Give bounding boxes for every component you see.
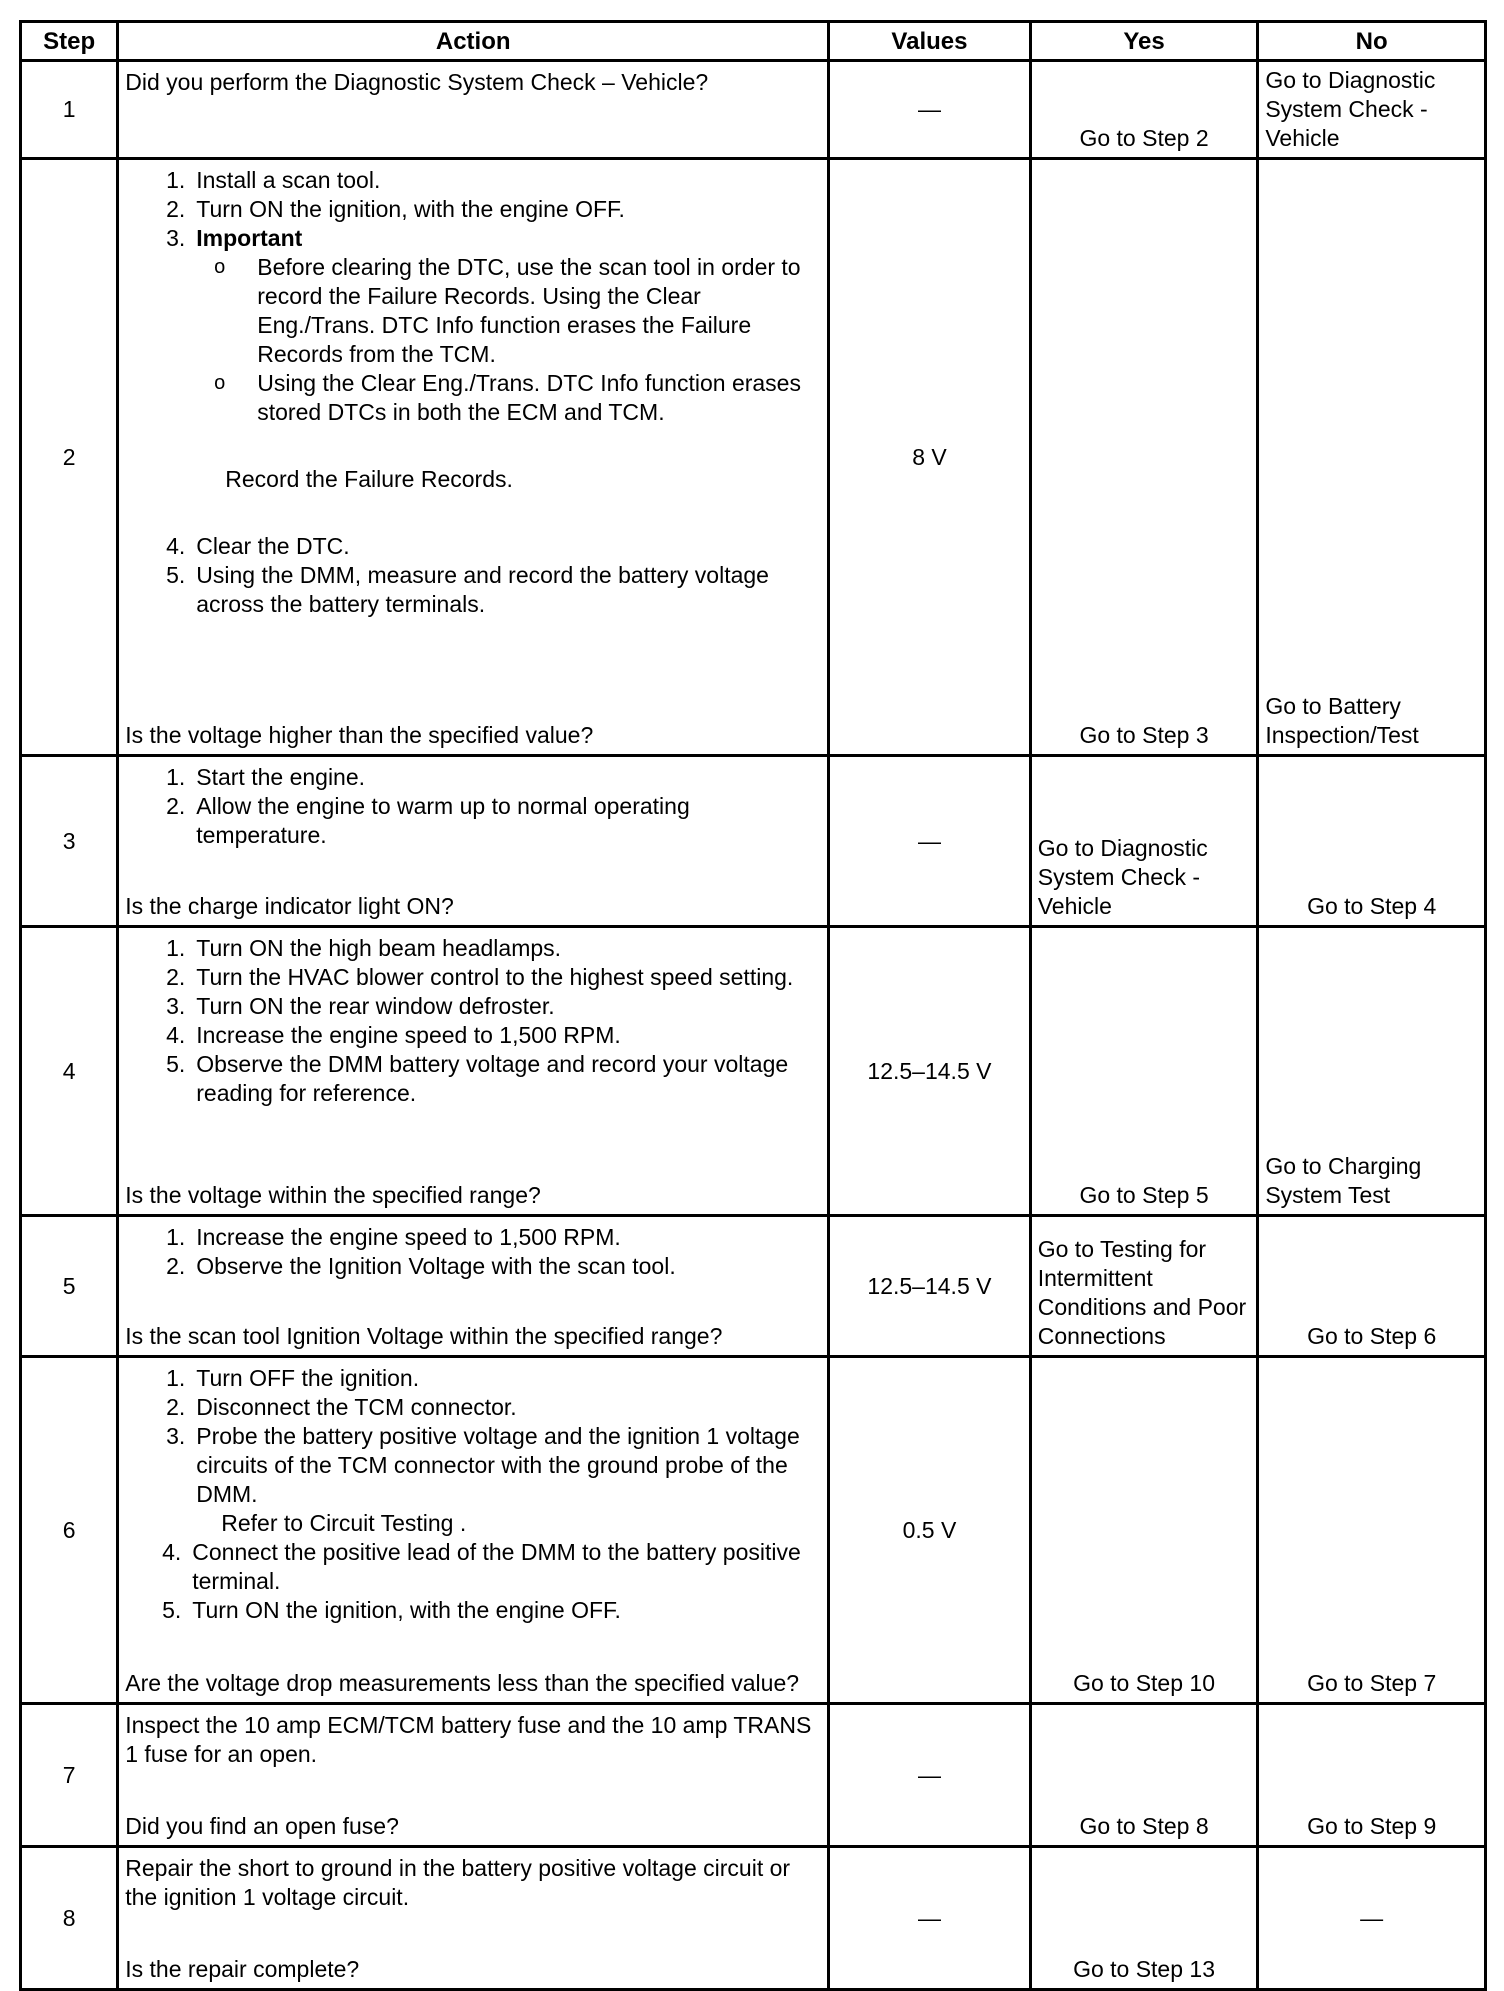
step-index: 4. (162, 1539, 182, 1565)
step-number: 6 (21, 1357, 118, 1704)
value-cell: — (829, 1704, 1031, 1847)
yes-cell: Go to Testing for Intermittent Conditions and Poor Connections (1030, 1216, 1258, 1357)
action-cell (118, 756, 829, 927)
step-index: 1. (166, 764, 186, 790)
step-index: 1. (166, 167, 186, 193)
action-text: Did you perform the Diagnostic System Check – Vehicle? (125, 69, 709, 95)
question-text: Are the voltage drop measurements less than the specified value? (125, 1670, 800, 1696)
table-row (21, 927, 1486, 1216)
question-text: Is the voltage higher than the specified value? (125, 722, 594, 748)
value-cell: 0.5 V (829, 1357, 1031, 1704)
action-cell (118, 61, 829, 159)
header-no: No (1258, 22, 1486, 61)
table-row (21, 61, 1486, 159)
step-index: 5. (162, 1597, 182, 1623)
step-index: 2. (166, 964, 186, 990)
yes-cell: Go to Step 3 (1030, 159, 1258, 756)
yes-cell: Go to Step 2 (1030, 61, 1258, 159)
step-number: 8 (21, 1847, 118, 1990)
step-text: Observe the DMM battery voltage and record your voltage reading for reference. (196, 1051, 789, 1106)
header-step: Step (21, 22, 118, 61)
value-cell: 12.5–14.5 V (829, 927, 1031, 1216)
step-index: 1. (166, 1224, 186, 1250)
step-index: 5. (166, 562, 186, 588)
no-cell: Go to Step 4 (1258, 756, 1486, 927)
reference-link[interactable]: Refer to Circuit Testing . (221, 1510, 467, 1536)
no-cell: Go to Step 9 (1258, 1704, 1486, 1847)
step-text: Using the DMM, measure and record the battery voltage across the battery terminals. (196, 562, 769, 617)
step-text: Increase the engine speed to 1,500 RPM. (196, 1022, 621, 1048)
action-cell (118, 1357, 829, 1704)
bullet-text: Using the Clear Eng./Trans. DTC Info function erases stored DTCs in both the ECM and TCM. (257, 370, 801, 425)
question-text: Is the charge indicator light ON? (125, 893, 454, 919)
bullet-text: Before clearing the DTC, use the scan tool in order to record the Failure Records. Using the Clear Eng./Trans. DTC Info function erases the Failure Records from the TCM. (257, 254, 801, 367)
table-row (21, 1847, 1486, 1990)
important-label: Important (196, 225, 303, 251)
step-text: Start the engine. (196, 764, 366, 790)
step-index: 4. (166, 533, 186, 559)
no-cell: Go to Diagnostic System Check - Vehicle (1258, 61, 1486, 159)
step-index: 2. (166, 793, 186, 819)
step-index: 3. (166, 993, 186, 1019)
step-text: Turn ON the high beam headlamps. (196, 935, 562, 961)
no-cell: Go to Step 6 (1258, 1216, 1486, 1357)
no-cell: — (1258, 1847, 1486, 1990)
header-values: Values (829, 22, 1031, 61)
yes-cell: Go to Step 10 (1030, 1357, 1258, 1704)
table-row (21, 756, 1486, 927)
step-number: 7 (21, 1704, 118, 1847)
step-text: Allow the engine to warm up to normal operating temperature. (196, 793, 690, 848)
step-text: Turn ON the ignition, with the engine OFF. (196, 196, 625, 222)
step-index: 2. (166, 1394, 186, 1420)
yes-cell: Go to Diagnostic System Check - Vehicle (1030, 756, 1258, 927)
step-index: 3. (166, 225, 186, 251)
step-number: 3 (21, 756, 118, 927)
table-row (21, 1216, 1486, 1357)
no-cell: Go to Step 7 (1258, 1357, 1486, 1704)
step-index: 2. (166, 1253, 186, 1279)
action-cell (118, 1847, 829, 1990)
step-number: 4 (21, 927, 118, 1216)
bullet-icon: o (214, 256, 226, 278)
step-text: Turn OFF the ignition. (196, 1365, 420, 1391)
question-text: Is the repair complete? (125, 1956, 360, 1982)
action-cell (118, 159, 829, 756)
step-text: Probe the battery positive voltage and the ignition 1 voltage circuits of the TCM connector with the ground probe of the DMM. (196, 1423, 800, 1507)
yes-cell: Go to Step 13 (1030, 1847, 1258, 1990)
step-text: Turn the HVAC blower control to the highest speed setting. (196, 964, 794, 990)
question-text: Did you find an open fuse? (125, 1813, 399, 1839)
step-text: Connect the positive lead of the DMM to the battery positive terminal. (192, 1539, 801, 1594)
header-row (21, 22, 1486, 61)
question-text: Is the voltage within the specified range? (125, 1182, 541, 1208)
step-index: 5. (166, 1051, 186, 1077)
header-action: Action (118, 22, 829, 61)
table-row (21, 159, 1486, 756)
no-cell: Go to Battery Inspection/Test (1258, 159, 1486, 756)
value-cell: 12.5–14.5 V (829, 1216, 1031, 1357)
step-index: 1. (166, 935, 186, 961)
step-index: 1. (166, 1365, 186, 1391)
step-text: Observe the Ignition Voltage with the scan tool. (196, 1253, 676, 1279)
diagnostic-table (19, 20, 1487, 1991)
step-text: Turn ON the ignition, with the engine OFF. (192, 1597, 621, 1623)
value-cell: — (829, 61, 1031, 159)
table-row (21, 1704, 1486, 1847)
value-cell: — (829, 756, 1031, 927)
yes-cell: Go to Step 8 (1030, 1704, 1258, 1847)
step-index: 2. (166, 196, 186, 222)
step-index: 4. (166, 1022, 186, 1048)
step-number: 1 (21, 61, 118, 159)
yes-cell: Go to Step 5 (1030, 927, 1258, 1216)
value-cell: — (829, 1847, 1031, 1990)
action-text: Inspect the 10 amp ECM/TCM battery fuse and the 10 amp TRANS 1 fuse for an open. (125, 1712, 812, 1767)
bullet-icon: o (214, 372, 226, 394)
step-text: Increase the engine speed to 1,500 RPM. (196, 1224, 621, 1250)
step-text: Install a scan tool. (196, 167, 381, 193)
action-cell (118, 927, 829, 1216)
step-number: 5 (21, 1216, 118, 1357)
action-text: Repair the short to ground in the battery positive voltage circuit or the ignition 1 voltage circuit. (125, 1855, 791, 1910)
header-yes: Yes (1030, 22, 1258, 61)
step-number: 2 (21, 159, 118, 756)
step-text: Clear the DTC. (196, 533, 350, 559)
step-index: 3. (166, 1423, 186, 1449)
note-text: Record the Failure Records. (225, 466, 513, 492)
action-cell (118, 1216, 829, 1357)
step-text: Disconnect the TCM connector. (196, 1394, 517, 1420)
question-text: Is the scan tool Ignition Voltage within the specified range? (125, 1323, 723, 1349)
no-cell: Go to Charging System Test (1258, 927, 1486, 1216)
action-cell (118, 1704, 829, 1847)
value-cell: 8 V (829, 159, 1031, 756)
step-text: Turn ON the rear window defroster. (196, 993, 555, 1019)
table-row (21, 1357, 1486, 1704)
